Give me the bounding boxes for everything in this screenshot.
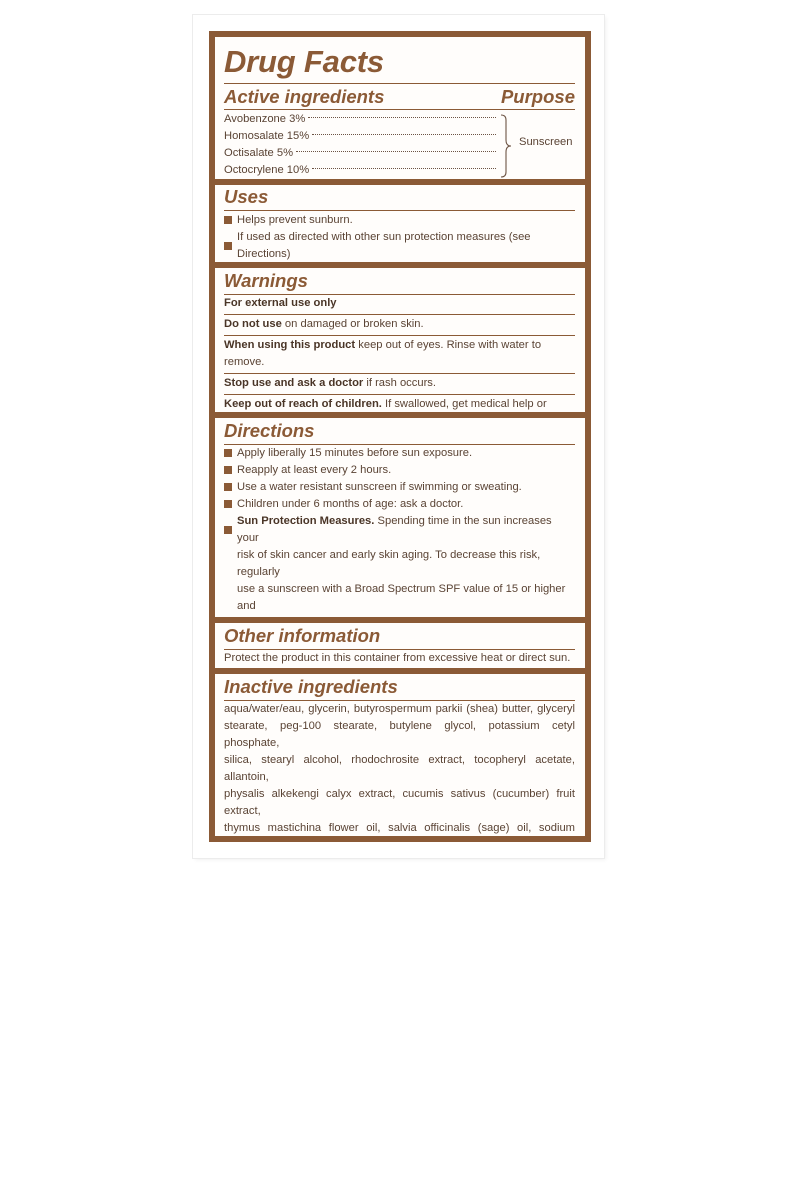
direction-item: Apply liberally 15 minutes before sun exposure. — [237, 446, 473, 459]
inactive-ingredients-heading: Inactive ingredients — [224, 676, 398, 697]
active-ingredients-heading: Active ingredients — [224, 86, 385, 107]
uses-item: If used as directed with other sun protection measures (see Directions) — [237, 230, 531, 260]
uses-item: Helps prevent sunburn. — [237, 213, 353, 226]
uses-section — [215, 185, 585, 262]
purpose-text: Sunscreen — [519, 135, 573, 148]
stop-use-text: if rash occurs. — [363, 376, 437, 389]
do-not-use-label: Do not use — [224, 317, 282, 330]
brace-icon — [499, 114, 513, 178]
other-information-heading: Other information — [224, 625, 381, 646]
sun-protection-text-cont: use a sunscreen with a Broad Spectrum SPF value of 15 or higher and — [237, 582, 566, 612]
divider — [224, 335, 575, 336]
keep-out-text: If swallowed, get medical help or — [384, 397, 547, 410]
inactive-ingredients-section — [215, 674, 585, 836]
warnings-heading: Warnings — [224, 270, 308, 291]
bullet-icon — [224, 483, 232, 491]
sun-protection-text: Spending time in the sun increases your — [237, 514, 552, 544]
bullet-icon — [224, 526, 232, 534]
active-ingredient-item: Avobenzone 3% — [224, 112, 306, 125]
when-using-text: keep out of eyes. Rinse with water to remove. — [224, 338, 542, 368]
active-ingredient-item: Homosalate 15% — [224, 129, 310, 142]
directions-section — [215, 418, 585, 617]
purpose-heading: Purpose — [500, 86, 575, 107]
divider — [224, 373, 575, 374]
bullet-icon — [224, 216, 232, 224]
uses-divider — [224, 210, 575, 211]
active-ingredient-item: Octocrylene 10% — [224, 163, 310, 176]
drug-facts-title: Drug Facts — [224, 44, 384, 79]
bullet-icon — [224, 500, 232, 508]
direction-item: Use a water resistant sunscreen if swimming or sweating. — [237, 480, 522, 493]
direction-item: Children under 6 months of age: ask a doctor. — [237, 497, 464, 510]
other-information-section — [215, 623, 585, 668]
inactive-line: aqua/water/eau, glycerin, butyrospermum parkii (shea) butter, glyceryl — [224, 702, 575, 715]
bullet-icon — [224, 242, 232, 250]
when-using-label: When using this product — [224, 338, 356, 351]
active-ingredient-item: Octisalate 5% — [224, 146, 294, 159]
title-divider — [224, 83, 575, 84]
stop-use-label: Stop use and ask a doctor — [224, 376, 364, 389]
do-not-use-text: on damaged or broken skin. — [281, 317, 424, 330]
active-ingredient-list — [224, 111, 499, 179]
inactive-line: stearate, peg-100 stearate, butylene glycol, potassium cetyl phosphate, — [224, 719, 575, 749]
inactive-line: thymus mastichina flower oil, salvia officinalis (sage) oil, sodium — [224, 821, 575, 834]
divider — [224, 314, 575, 315]
sun-protection-label: Sun Protection Measures. — [237, 514, 375, 527]
external-use-text: For external use only — [224, 296, 337, 309]
inactive-line: physalis alkekengi calyx extract, cucumis sativus (cucumber) fruit extract, — [224, 787, 575, 817]
bullet-icon — [224, 449, 232, 457]
bullet-icon — [224, 466, 232, 474]
active-divider — [224, 109, 575, 110]
divider — [224, 394, 575, 395]
keep-out-label: Keep out of reach of children. — [224, 397, 382, 410]
directions-heading: Directions — [224, 420, 315, 441]
uses-heading: Uses — [224, 186, 269, 207]
inactive-line: silica, stearyl alcohol, rhodochrosite extract, tocopheryl acetate, allantoin, — [224, 753, 575, 783]
sun-protection-text-cont — [224, 615, 575, 618]
direction-item: Reapply at least every 2 hours. — [237, 463, 392, 476]
warnings-section — [215, 268, 585, 412]
drug-facts-panel — [209, 31, 591, 842]
sun-protection-text-cont: risk of skin cancer and early skin aging. To decrease this risk, regularly — [237, 548, 541, 578]
active-ingredients-section — [215, 37, 585, 179]
other-information-text: Protect the product in this container from excessive heat or direct sun. — [224, 651, 571, 664]
